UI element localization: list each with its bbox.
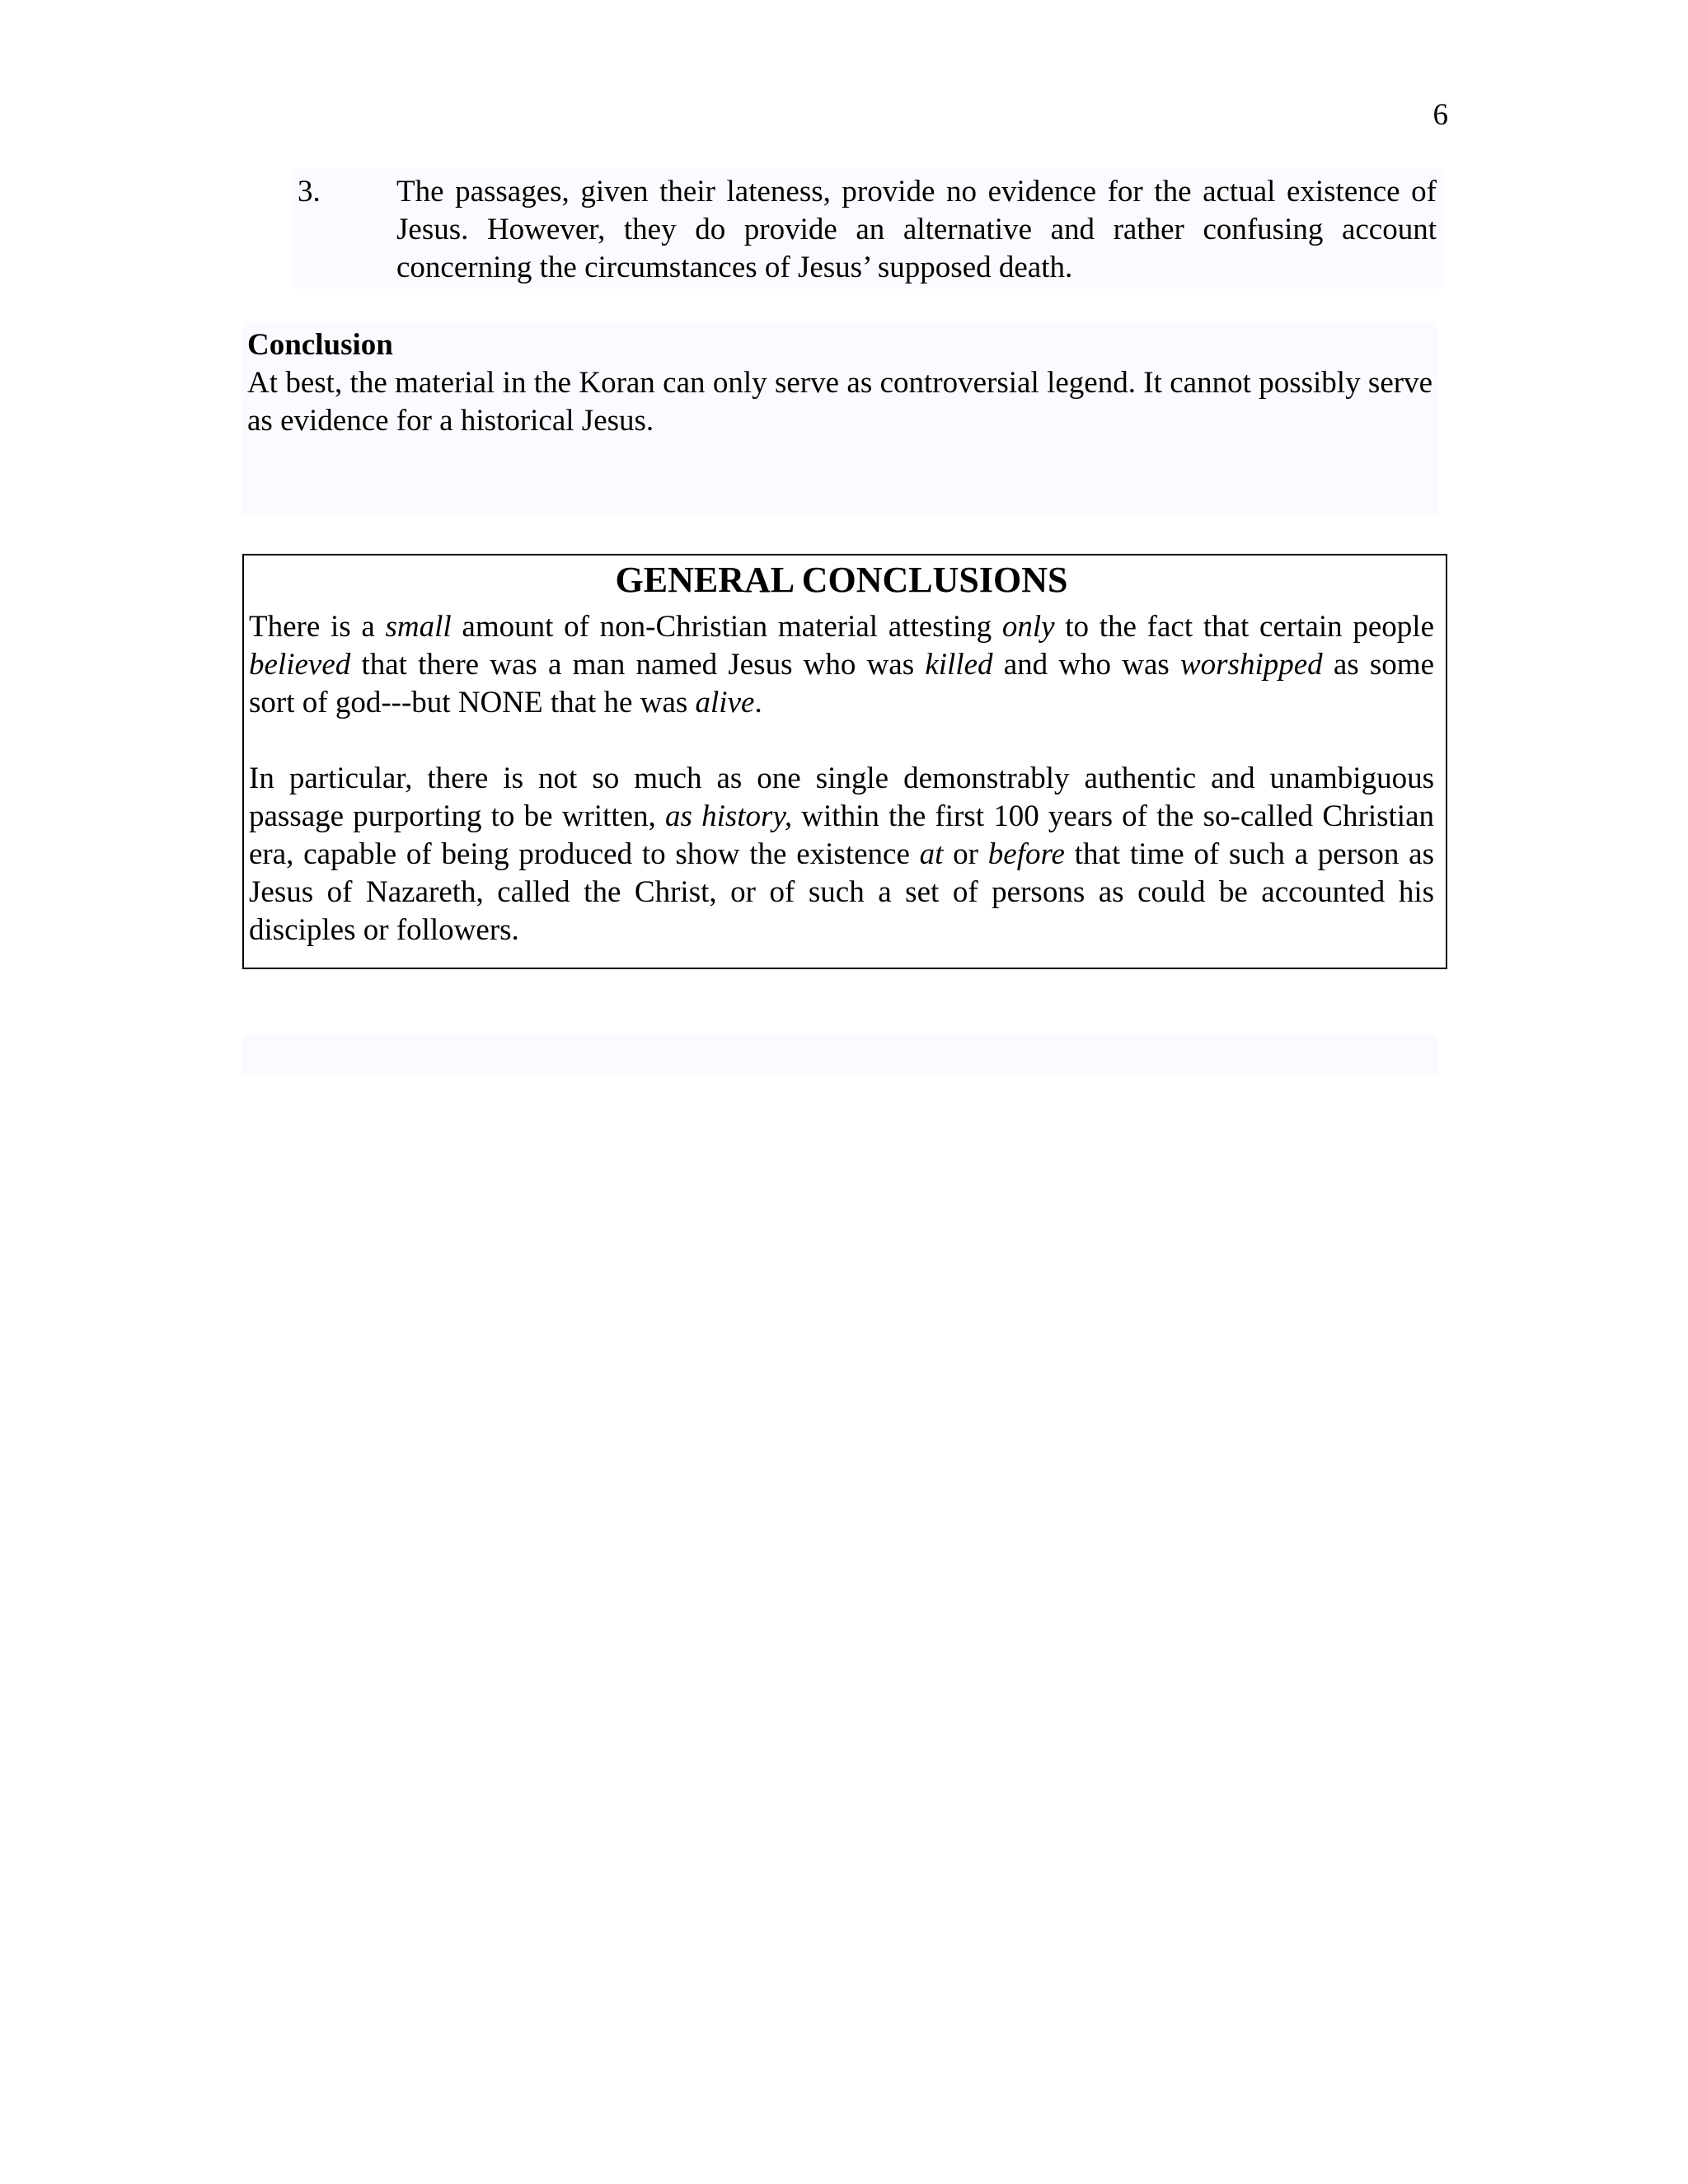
text-run: There is a	[249, 610, 386, 644]
text-run: amount of non-Christian material attesting	[451, 610, 1002, 644]
text-run: to the fact that certain people	[1054, 610, 1435, 644]
emphasized-text: at	[919, 837, 944, 871]
conclusion-heading: Conclusion	[247, 328, 393, 362]
text-run: In particular, there is not so much as one single demonstrably authentic and unambiguous passage purporting to be written,	[249, 762, 1434, 833]
emphasized-text: worshipped	[1179, 648, 1323, 682]
emphasized-text: killed	[925, 648, 993, 682]
emphasized-text: small	[385, 610, 452, 644]
text-run: .	[754, 686, 762, 719]
emphasized-text: believed	[249, 648, 351, 682]
emphasized-text: alive	[695, 686, 755, 719]
general-conclusions-box	[242, 554, 1447, 969]
conclusion-section	[247, 323, 1432, 440]
text-run: as some sort of god---but NONE that he was	[249, 648, 1434, 719]
conclusion-text: At best, the material in the Koran can only serve as controversial legend. It cannot possibly serve as evidence for a historical Jesus.	[247, 366, 1432, 438]
general-conclusions-paragraph-1	[249, 608, 1434, 722]
text-run: that time of such a person as Jesus of Nazareth, called the Christ, or of such a set of persons as could be accounted his disciples or followers.	[249, 837, 1434, 947]
general-conclusions-paragraph-2	[249, 760, 1434, 949]
text-run: that there was a man named Jesus who was	[350, 648, 926, 682]
text-run: and who was	[992, 648, 1180, 682]
bottom-shading	[242, 1034, 1437, 1076]
numbered-list-item	[291, 169, 1445, 288]
text-run: or	[943, 837, 988, 871]
emphasized-text: as history,	[665, 799, 793, 833]
page-number: 6	[1432, 98, 1448, 132]
general-conclusions-heading: GENERAL CONCLUSIONS	[615, 560, 1068, 600]
text-run: within the first 100 years of the so-called Christian era, capable of being produced to show the existence	[249, 799, 1434, 871]
list-item-number: 3.	[298, 175, 321, 209]
emphasized-text: before	[987, 837, 1065, 871]
emphasized-text: only	[1001, 610, 1055, 644]
list-item-text: The passages, given their lateness, provide no evidence for the actual existence of Jesus. However, they do provide an alternative and rather confusing account concerning the circumstances of Jesus’ supposed death.	[396, 175, 1437, 284]
